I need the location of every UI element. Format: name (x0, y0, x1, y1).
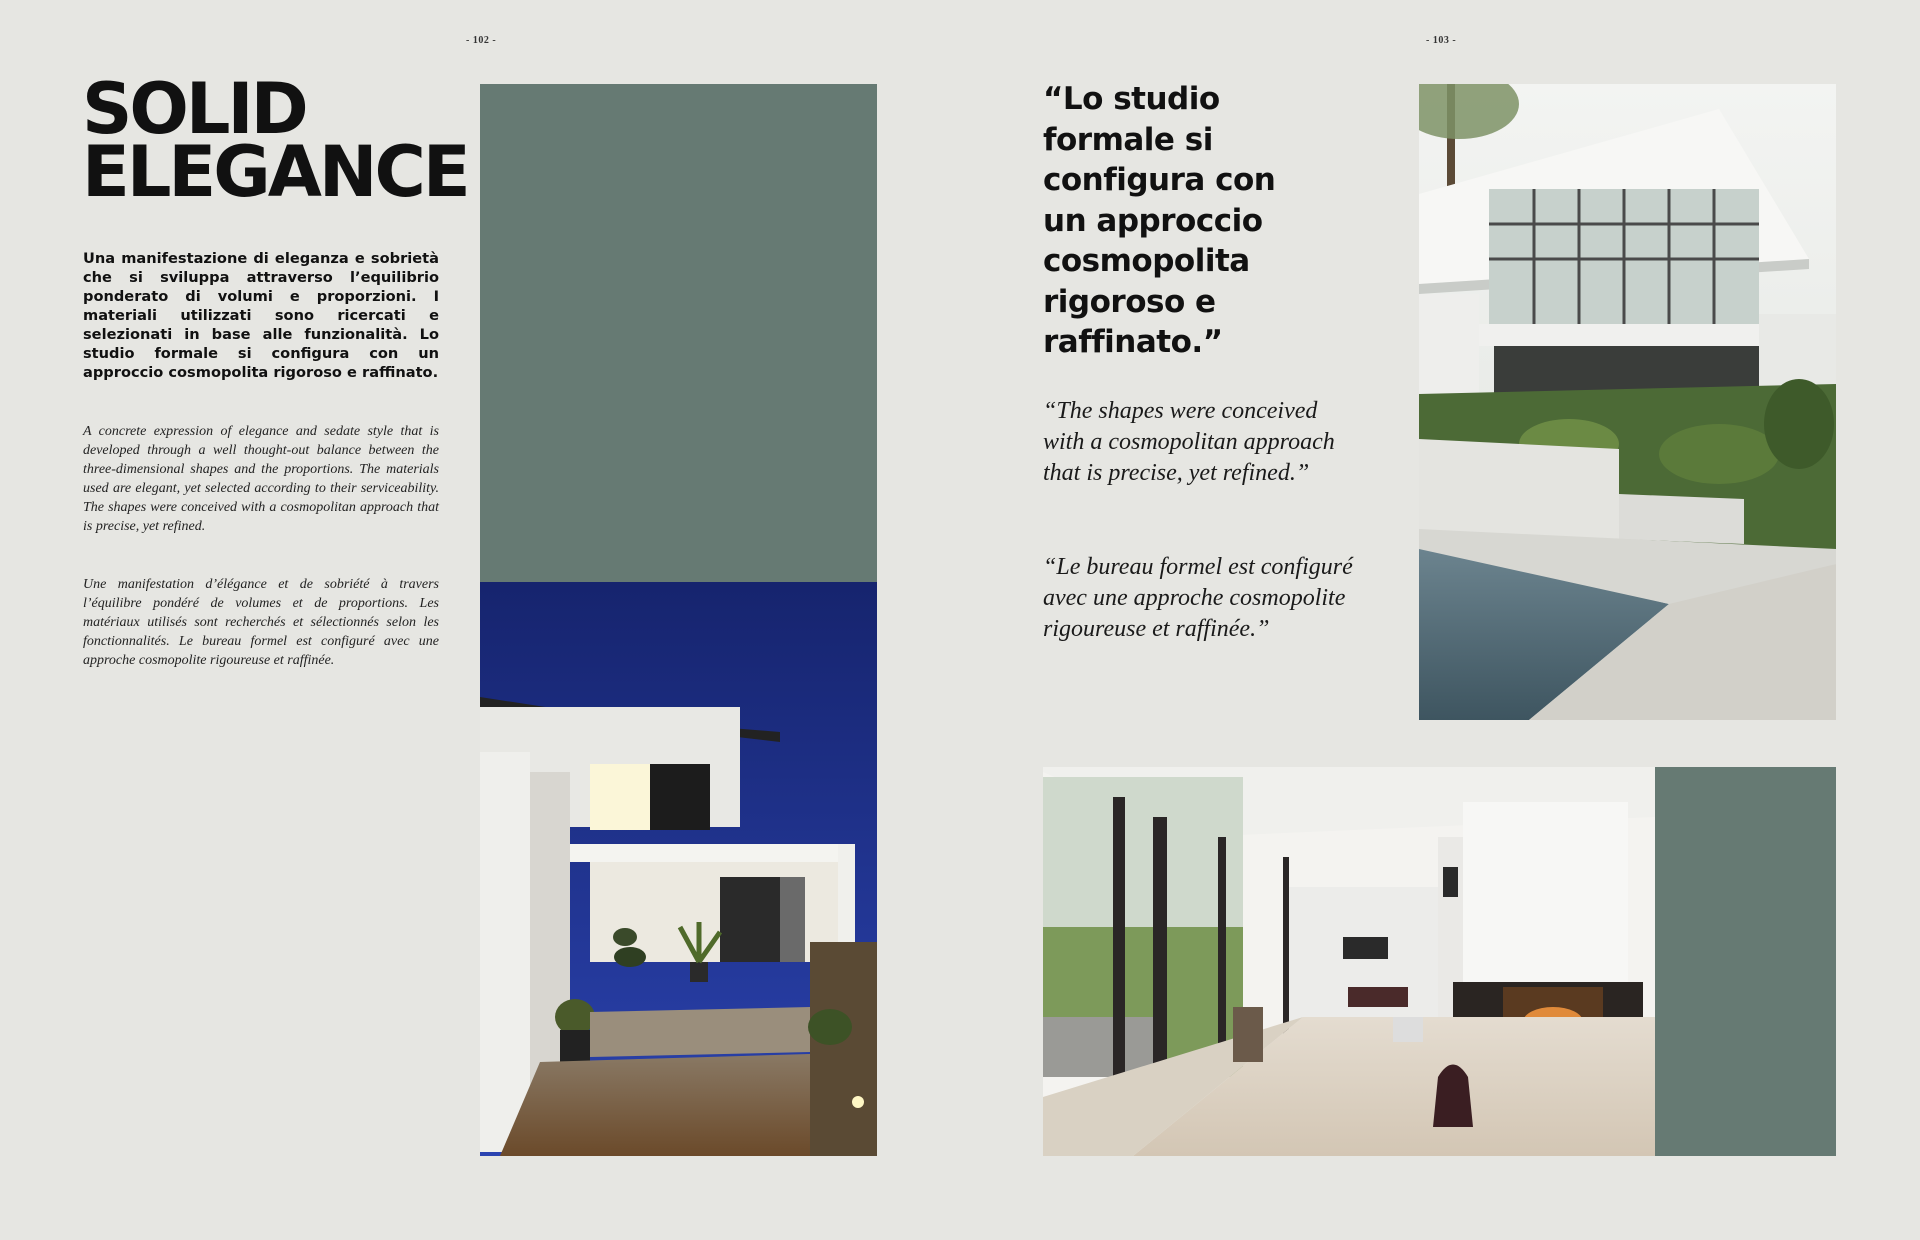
living-room-fireplace-photo (1043, 767, 1655, 1156)
pull-quote-english: “The shapes were conceived with a cosmopolitan approach that is precise, yet refined.” (1043, 398, 1335, 486)
body-paragraph-french: Une manifestation d’élégance et de sobriété à travers l’équilibre pondéré de volumes et de proportions. Les matériaux utilisés sont recherchés et sélectionnés selon les fonctionnalités. Le bureau formel est configuré avec une approche cosmopolite rigoureuse et raffinée. (83, 577, 439, 668)
pull-quote-french: “Le bureau formel est configuré avec une approche cosmopolite rigoureuse et raffinée.” (1043, 554, 1353, 642)
page-number-left: - 102 - (466, 35, 497, 46)
page-number-right: - 103 - (1426, 35, 1457, 46)
accent-color-block-top (480, 84, 877, 582)
pull-quote-italian: “Lo studio formale si configura con un approccio cosmopolita rigoroso e raffinato.” (1043, 81, 1276, 360)
headline-line-2: ELEGANCE (82, 131, 468, 213)
modern-villa-pool-photo (1419, 84, 1836, 720)
lead-paragraph-italian: Una manifestazione di eleganza e sobrietà che si sviluppa attraverso l’equilibrio ponderato di volumi e proporzioni. I materiali utilizzati sono ricercati e selezionati in base alle funzionalità. Lo studio formale si configura con un approccio cosmopolita rigoroso e raffinato. (83, 250, 439, 381)
body-paragraph-english: A concrete expression of elegance and sedate style that is developed through a well thought-out balance between the three-dimensional shapes and the proportions. The materials used are elegant, yet selected according to their serviceability. The shapes were conceived with a cosmopolitan approach that is precise, yet refined. (83, 424, 439, 534)
house-entrance-night-photo (480, 582, 877, 1156)
headline-line-1: SOLID (82, 68, 306, 150)
page-headline (82, 68, 468, 213)
accent-color-block-bottom (1655, 767, 1836, 1156)
